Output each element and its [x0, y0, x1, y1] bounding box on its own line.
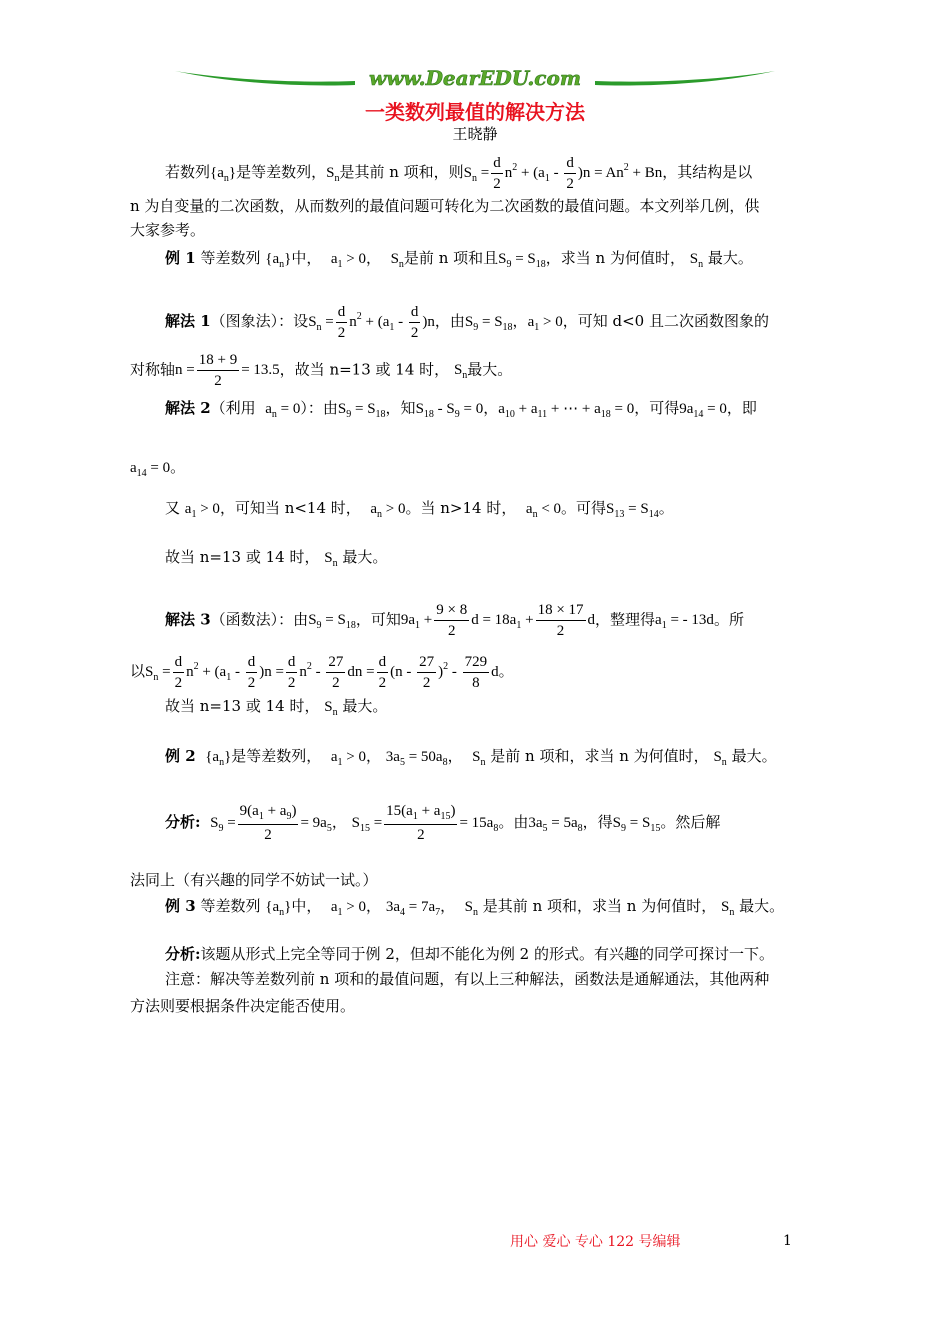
example-1: 例 1 等差数列 $\{a_n\}$中， $a_1 > 0$， $S_n$是前 n 项和且$S_9 = S_{18}$，求当 n 为何值时， $S_n$ 最大。: [165, 249, 753, 270]
solution-2-line-3: 又 $a_1 > 0$，可知当 n<14 时， $a_n > 0$。当 n>14 时， $a_n < 0$。可得$S_{13} = S_{14}$。: [165, 499, 674, 520]
intro-line-2: n 为自变量的二次函数，从而数列的最值问题可转化为二次函数的最值问题。本文列举几例，供: [130, 197, 760, 215]
solution-3-line-1: 解法 3（函数法）：由$S_9 = S_{18}$，可知$9a_1$ + $\frac{9 \times 8}{2}$ $d = 18a_1$ + $\frac{18 \times 17}{2}$ d，整理得$a_1$ = - 13d。所: [165, 602, 744, 639]
intro-line-1: 若数列$\{a_n\}$是等差数列，$S_n$是其前 n 项和，则$S_n$ = $\frac{d}{2}$ $n^2 + (a_1$ - $\frac{d}{2}$ )$n = An^2 + Bn$，其结构是以: [165, 154, 753, 192]
green-swoosh-icon: [170, 64, 780, 94]
analysis-2: 分析:该题从形式上完全等同于例 2，但却不能化为例 2 的形式。有兴趣的同学可探讨一下。: [165, 945, 774, 963]
solution-1-line-2: 对称轴n = $\frac{18 + 9}{2}$ = 13.5，故当 n=13 或 14 时， $S_n$最大。: [130, 352, 513, 389]
analysis-1-line-1: 分析: $S_9$ = $\frac{9(a_1 + a_9)}{2}$ = $9a_5$， $S_{15}$ = $\frac{15(a_1 + a_{15})}{2}$ = $15a_8$。由$3a_5 = 5a_8$，得$S_9 = S_{15}$。然后解: [165, 803, 721, 843]
note-line-1: 注意：解决等差数列前 n 项和的最值问题，有以上三种解法，函数法是通解通法，其他两种: [165, 970, 770, 988]
footer-editor-note: 用心 爱心 专心 122 号编辑: [510, 1234, 681, 1250]
intro-line-3: 大家参考。: [130, 221, 206, 239]
example-3: 例 3 等差数列 $\{a_n\}$中， $a_1 > 0$， $3a_4 = 7a_7$， $S_n$ 是其前 n 项和，求当 n 为何值时， $S_n$ 最大。: [165, 897, 785, 918]
solution-2-line-1: 解法 2（利用 $a_n = 0$）：由$S_9 = S_{18}$，知$S_{18} - S_9 = 0$，$a_{10} + a_{11}$ + ⋯ + $a_{18} = 0$，可得$9a_{14} = 0$，即: [165, 399, 757, 420]
example-2: 例 2 $\{a_n\}$是等差数列， $a_1 > 0$， $3a_5 = 50a_8$， $S_n$ 是前 n 项和，求当 n 为何值时， $S_n$ 最大。: [165, 747, 777, 768]
solution-3-line-3: 故当 n=13 或 14 时， $S_n$ 最大。: [165, 697, 388, 718]
author-name: 王晓静: [452, 125, 498, 143]
site-logo-text: www.DearEDU.com: [368, 66, 582, 90]
page-number: 1: [783, 1233, 792, 1249]
solution-3-line-2: 以$S_n$ = $\frac{d}{2}$ $n^2 + (a_1$ - $\frac{d}{2}$ )n = $\frac{d}{2}$ $n^2$ - $\frac{27}{2}$ dn = $\frac{d}{2}$ (n - $\frac{27}{2}$ )$^2$ - $\frac{729}{8}$ d。: [130, 653, 514, 691]
page-title: 一类数列最值的解决方法: [365, 100, 585, 124]
note-line-2: 方法则要根据条件决定能否使用。: [130, 997, 356, 1015]
site-header-banner: [170, 64, 780, 94]
solution-2-line-4: 故当 n=13 或 14 时， $S_n$ 最大。: [165, 548, 388, 569]
solution-2-line-2: $a_{14} = 0$。: [130, 458, 186, 479]
analysis-1-line-2: 法同上（有兴趣的同学不妨试一试。）: [130, 871, 378, 889]
solution-1-line-1: 解法 1（图象法）：设$S_n$ = $\frac{d}{2}$ $n^2 + (a_1$ - $\frac{d}{2}$ )n，由$S_9 = S_{18}$，$a_1 > 0$，可知 d<0 且二次函数图象的: [165, 303, 769, 341]
